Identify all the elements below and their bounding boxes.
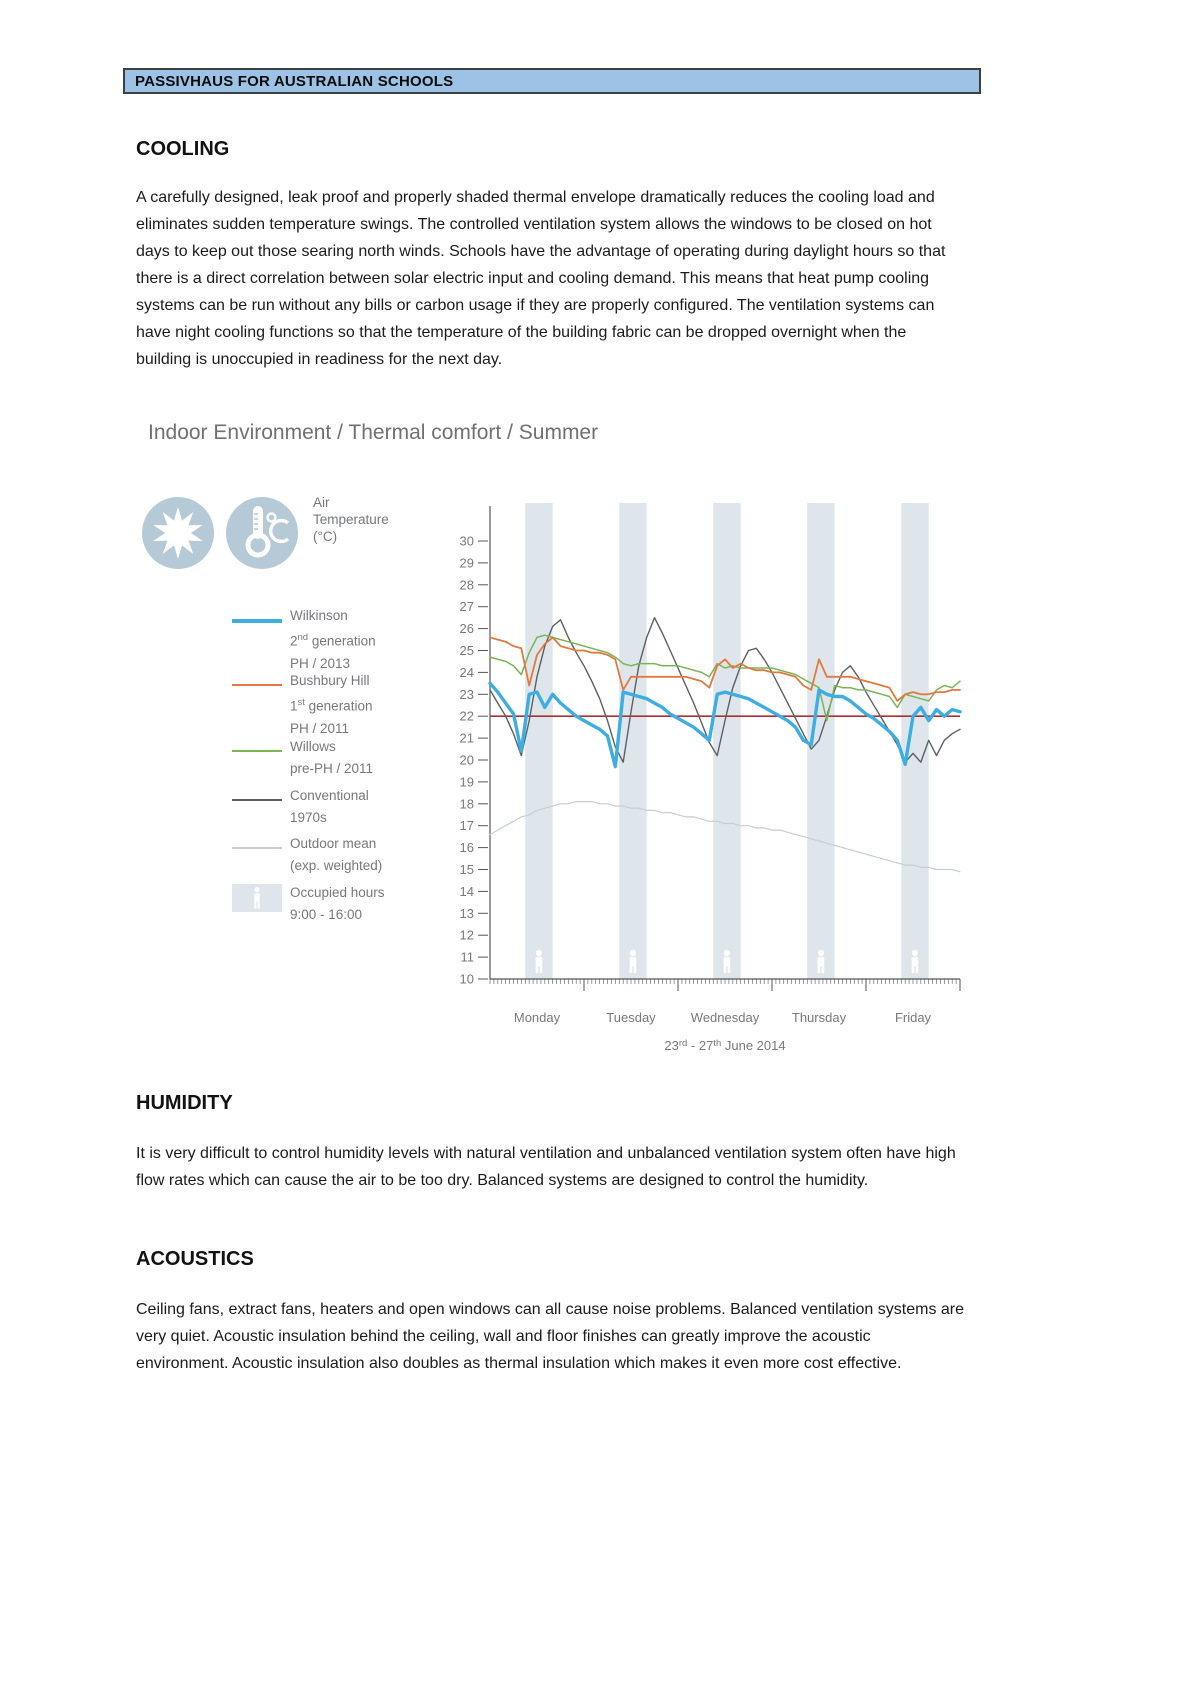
day-label-monday: Monday bbox=[513, 1010, 561, 1025]
banner-title: PASSIVHAUS FOR AUSTRALIAN SCHOOLS bbox=[135, 72, 454, 90]
legend-item-outdoor: Outdoor mean (exp. weighted) bbox=[232, 833, 437, 877]
humidity-paragraph: It is very difficult to control humidity levels with natural ventilation and unbalanced ventilation system often have high flow rates which can cause the air to be too dry. Balanced systems are designed to control the humidity. bbox=[136, 1145, 956, 1189]
y-tick-label: 30 bbox=[459, 533, 474, 549]
y-tick-label: 21 bbox=[459, 730, 474, 746]
y-tick-label: 14 bbox=[459, 883, 474, 899]
willows-line-swatch bbox=[232, 750, 282, 752]
y-tick-label: 19 bbox=[459, 774, 474, 790]
section-heading-acoustics: ACOUSTICS bbox=[136, 1248, 254, 1270]
occupied-band-tuesday bbox=[619, 503, 646, 979]
chart-title: Indoor Environment / Thermal comfort / Summer bbox=[148, 421, 599, 444]
sun-icon bbox=[142, 497, 214, 569]
bushbury-line-swatch bbox=[232, 684, 282, 686]
y-tick-label: 27 bbox=[459, 599, 474, 615]
y-tick-label: 29 bbox=[459, 555, 474, 571]
occupied-band-monday bbox=[525, 503, 552, 979]
y-tick-label: 18 bbox=[459, 796, 474, 812]
thermal-comfort-chart bbox=[440, 490, 985, 1060]
y-tick-label: 22 bbox=[459, 708, 474, 724]
y-tick-label: 25 bbox=[459, 643, 474, 658]
header-banner bbox=[123, 68, 981, 94]
person-icon bbox=[249, 886, 265, 910]
day-label-thursday: Thursday bbox=[791, 1010, 847, 1025]
occupied-band-friday bbox=[901, 503, 928, 979]
y-tick-label: 20 bbox=[459, 752, 474, 768]
conventional-line-swatch bbox=[232, 799, 282, 801]
wilkinson-line-swatch bbox=[232, 619, 282, 623]
occupied-hours-swatch bbox=[232, 884, 282, 912]
y-tick-label: 15 bbox=[459, 862, 474, 877]
y-tick-label: 23 bbox=[459, 686, 474, 702]
legend-item-wilkinson: Wilkinson 2nd generation PH / 2013 bbox=[232, 605, 437, 675]
acoustics-paragraph: Ceiling fans, extract fans, heaters and open windows can all cause noise problems. Balanced ventilation systems are very quiet. Acoustic insulation behind the ceiling, wall and floor finishes can greatly improve the acoustic environment. Acoustic insulation also doubles as thermal insulation which makes it even more cost effective. bbox=[136, 1301, 965, 1372]
day-label-wednesday: Wednesday bbox=[690, 1010, 760, 1025]
y-tick-label: 11 bbox=[460, 949, 474, 965]
y-tick-label: 17 bbox=[459, 818, 474, 834]
outdoor-line-swatch bbox=[232, 847, 282, 849]
y-tick-label: 26 bbox=[459, 621, 474, 637]
section-heading-humidity: HUMIDITY bbox=[136, 1092, 233, 1114]
legend-item-willows: Willows pre-PH / 2011 bbox=[232, 736, 437, 780]
day-label-tuesday: Tuesday bbox=[606, 1010, 656, 1025]
occupied-band-wednesday bbox=[713, 503, 740, 979]
y-tick-label: 16 bbox=[459, 840, 474, 856]
legend-item-conventional: Conventional 1970s bbox=[232, 785, 437, 829]
legend-item-occupied-hours: Occupied hours 9:00 - 16:00 bbox=[232, 882, 437, 926]
y-tick-label: 13 bbox=[459, 905, 474, 921]
legend-item-bushbury: Bushbury Hill 1st generation PH / 2011 bbox=[232, 670, 437, 740]
y-tick-label: 28 bbox=[459, 577, 474, 593]
thermometer-icon bbox=[226, 497, 298, 569]
section-heading-cooling: COOLING bbox=[136, 138, 230, 160]
y-tick-label: 10 bbox=[459, 971, 474, 987]
cooling-paragraph: A carefully designed, leak proof and properly shaded thermal envelope dramatically reduces the cooling load and eliminates sudden temperature swings. The controlled ventilation system allows the windows to be closed on hot days to keep out those searing north winds. Schools have the advantage of operating during daylight hours so that there is a direct correlation between solar electric input and cooling demand. This means that heat pump cooling systems can be run without any bills or carbon usage if they are properly configured. The ventilation systems can have night cooling functions so that the temperature of the building fabric can be dropped overnight when the building is unoccupied in readiness for the next day. bbox=[136, 189, 946, 368]
y-axis-title: Air Temperature (°C) bbox=[313, 495, 389, 544]
day-label-friday: Friday bbox=[894, 1010, 932, 1025]
y-tick-label: 12 bbox=[459, 927, 474, 943]
chart-caption: 23rd - 27th June 2014 bbox=[664, 1038, 786, 1053]
y-tick-label: 24 bbox=[459, 664, 474, 680]
